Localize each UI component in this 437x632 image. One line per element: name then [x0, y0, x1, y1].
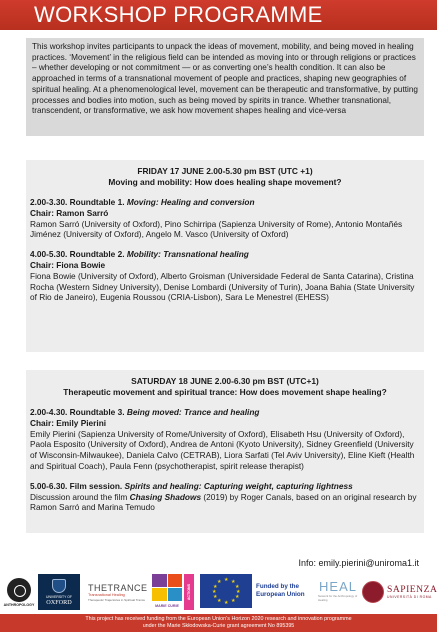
star-icon: ★	[217, 579, 222, 585]
intro-text: This workshop invites participants to unpack the ideas of movement, mobility, and being moved in healing practices. ‘Movement’ in the religious field can be intended as moving into or through religions or practices – whether developing or not commitment — or as converting one’s health condition. It can also be approached in terms of a transnational movement of people and practices, shaping new geographies of spiritual healing. At a phenomenological level, movement can be therapeutic and transformative, by putting processes and bodies into motion, such as being moved by spirits in trance. Whether transnational, transcendent, or transformative, we ask how movement shapes healing and vice-versa	[32, 42, 418, 116]
session-title	[30, 197, 420, 208]
star-icon: ★	[236, 589, 241, 595]
oxford-label-small: UNIVERSITY OF	[46, 594, 72, 599]
footer-line-2: under the Marie Skłodowska-Curie grant agreement No 895395	[142, 623, 295, 629]
star-icon: ★	[217, 598, 222, 604]
anthropology-label: ANTHROPOLOGY	[3, 602, 35, 607]
sapienza-label: SAPIENZA	[387, 584, 437, 595]
funded-by-eu-label-box	[256, 574, 314, 608]
day1-theme: Moving and mobility: How does healing shape movement?	[108, 177, 342, 187]
funding-footer	[0, 614, 437, 632]
star-icon: ★	[235, 584, 240, 590]
thetrance-subtitle: Transnational Healing	[88, 592, 125, 597]
session-participants: Fiona Bowie (University of Oxford), Alberto Groisman (Universidade Federal de Santa Catarina), Cristina Rocha (Western Sidney University), Denise Lombardi (University of Turin), Joana Bahia (State University of Rio de Janeiro), Eugenia Roussou (CRIA-Lisbon), Sara Le Menestrel (EHESS)	[30, 270, 415, 303]
star-icon: ★	[231, 598, 236, 604]
session-name: Mobility: Transnational healing	[126, 249, 249, 260]
star-icon: ★	[213, 584, 218, 590]
anthropology-emblem-icon	[7, 578, 31, 602]
star-icon: ★	[231, 579, 236, 585]
session-participants: Ramon Sarró (University of Oxford), Pino Schirripa (Sapienza University of Rome), Antonio Montañés Jiménez (University of Oxford), Angelo M. Vasco (University of Oxford)	[30, 218, 403, 240]
film-desc-after: (2019) by Roger Canals, based on an original research by Ramon Sarró and Marina Temudo	[30, 491, 417, 513]
session-chair: Chair: Emily Pierini	[30, 417, 107, 428]
heal-subtitle: Network for the Anthropology of Healing	[318, 594, 358, 602]
session-time: 4.00-5.30. Roundtable 2.	[30, 249, 127, 260]
star-icon: ★	[224, 577, 229, 583]
mc-tile-icon	[168, 574, 183, 587]
eu-flag-icon	[200, 574, 252, 608]
sapienza-subtitle: UNIVERSITÀ DI ROMA	[387, 595, 432, 599]
funded-by-eu-label: Funded by the European Union	[256, 583, 305, 598]
actions-logo	[184, 574, 194, 610]
footer-line-1: This project has received funding from the European Union’s Horizon 2020 research and innovation programme	[85, 616, 352, 622]
mc-tile-icon	[152, 574, 167, 587]
day2-section	[26, 370, 424, 533]
film-desc-before: Discussion around the film	[30, 491, 130, 502]
oxford-label: OXFORD	[46, 598, 72, 606]
roundtable-2	[30, 249, 420, 303]
actions-label: ACTIONS	[187, 583, 191, 601]
anthropology-logo	[4, 574, 34, 610]
session-name: Moving: Healing and conversion	[126, 197, 255, 207]
film-session	[30, 481, 420, 513]
day2-theme: Therapeutic movement and spiritual trance: How does movement shape healing?	[63, 387, 387, 397]
session-title	[30, 407, 420, 418]
header-banner	[0, 0, 437, 30]
oxford-crest-icon	[52, 579, 66, 593]
sapienza-seal-icon	[362, 581, 384, 603]
day1-date: FRIDAY 17 JUNE 2.00-5.30 pm BST (UTC +1)	[137, 166, 313, 176]
session-chair: Chair: Ramon Sarró	[30, 207, 109, 218]
thetrance-label: THETRANCE	[88, 582, 148, 593]
session-name: Being moved: Trance and healing	[126, 407, 260, 417]
logo-strip	[0, 574, 437, 614]
session-title	[30, 249, 420, 260]
contact-info[interactable]: Info: emily.pierini@uniroma1.it	[298, 558, 419, 568]
marie-curie-logo	[152, 574, 182, 610]
star-icon: ★	[212, 589, 217, 595]
page-title: WORKSHOP PROGRAMME	[34, 2, 323, 27]
session-time: 2.00-4.30. Roundtable 3.	[30, 407, 127, 417]
session-name: Spirits and healing: Capturing weight, capturing lightness	[124, 480, 353, 491]
oxford-logo	[38, 574, 80, 610]
mc-tile-icon	[168, 588, 183, 601]
roundtable-1	[30, 197, 420, 240]
mc-tile-icon	[152, 588, 167, 601]
session-time: 5.00-6.30. Film session.	[30, 480, 125, 491]
marie-curie-label: MARIE CURIE	[155, 604, 179, 608]
intro-box	[26, 38, 424, 136]
star-icon: ★	[224, 600, 229, 606]
heal-label: HEAL	[319, 579, 357, 594]
sapienza-logo	[362, 574, 437, 610]
film-title: Chasing Shadows	[129, 491, 202, 502]
star-icon: ★	[235, 594, 240, 600]
thetrance-logo	[88, 574, 148, 610]
heal-logo	[318, 574, 358, 608]
session-chair: Chair: Fiona Bowie	[30, 259, 106, 270]
thetrance-subtitle-2: Therapeutic Trajectories in Spiritual Trance	[88, 597, 146, 602]
session-time: 2.00-3.30. Roundtable 1.	[30, 197, 127, 207]
day2-date: SATURDAY 18 JUNE 2.00-6.30 pm BST (UTC+1)	[131, 376, 319, 386]
star-icon: ★	[213, 594, 218, 600]
session-participants: Emily Pierini (Sapienza University of Rome/University of Oxford), Elisabeth Hsu (University of Oxford), Paola Esposito (University of Oxford), Andrea de Antoni (Kyoto University), Sidney Greenfield (University of Wisconsin-Milwaukee), Daniela Calvo (CETRAB), Liora Sarfati (Tel Aviv University), Eline Kieft (Health and Spiritual Coach), Paula Fenn (psychotherapist, spirit release therapist)	[30, 428, 415, 471]
session-title	[30, 481, 420, 492]
day1-section	[26, 160, 424, 352]
film-description	[30, 492, 420, 514]
roundtable-3	[30, 407, 420, 472]
